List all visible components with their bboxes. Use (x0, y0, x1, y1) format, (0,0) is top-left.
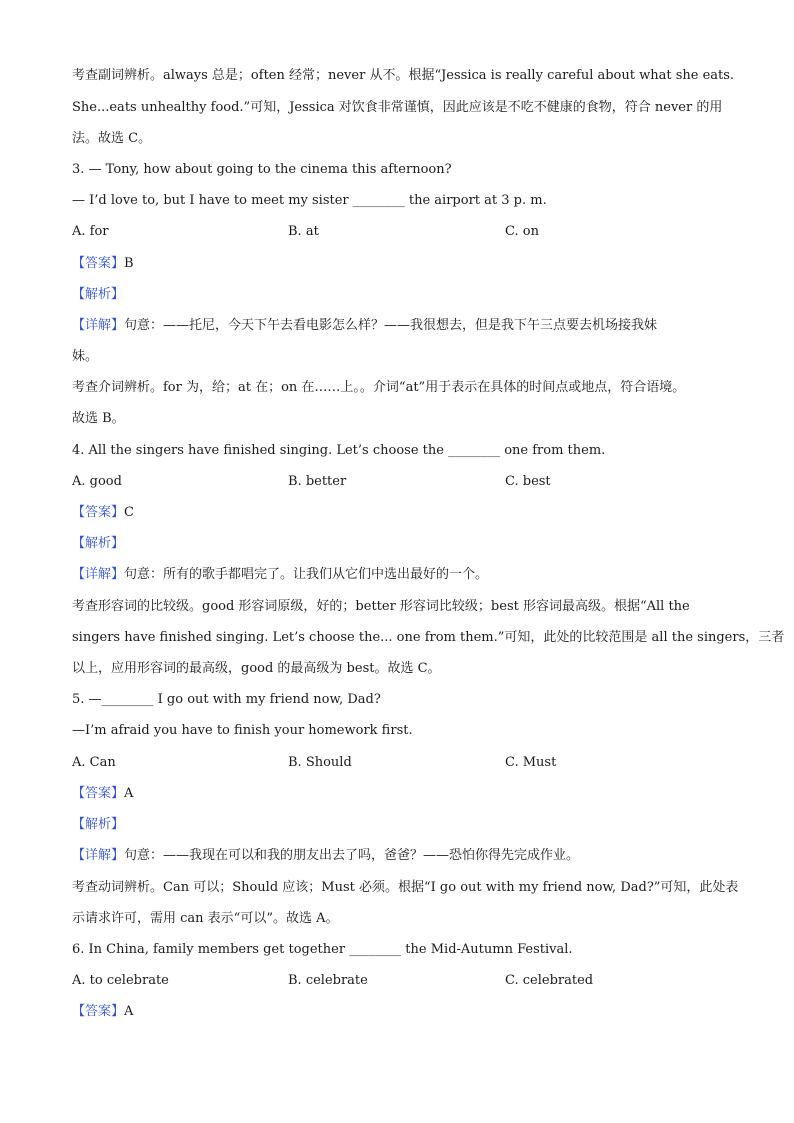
detail-line (72, 317, 657, 335)
question-4-stem: 4. All the singers have finished singing. Let’s choose the ________ one from them. (72, 443, 606, 458)
option-c: C. on (505, 224, 539, 239)
analysis-label: 【解析】 (72, 287, 125, 302)
explanation-line: 考查动词辨析。Can 可以；Should 应该；Must 必须。根据“I go out with my friend now, Dad?”可知，此处表 (72, 880, 739, 895)
answer-line (72, 785, 133, 803)
answer-value: A (124, 1004, 134, 1019)
answer-label: 【答案】 (72, 256, 125, 271)
answer-value: C (124, 505, 134, 520)
explanation-line: singers have finished singing. Let’s choose the... one from them.”可知，此处的比较范围是 all the singers，三者 (72, 630, 785, 645)
question-5-stem: 5. —________ I go out with my friend now, Dad? (72, 692, 381, 707)
detail-label: 【详解】 (72, 567, 125, 582)
detail-line (72, 847, 579, 865)
answer-value: B (124, 256, 134, 271)
option-b: B. at (288, 224, 319, 239)
detail-text: 句意：——我现在可以和我的朋友出去了吗，爸爸？——恐怕你得先完成作业。 (124, 848, 580, 863)
explanation-line: 故选 B。 (72, 411, 125, 426)
option-c: C. celebrated (505, 973, 594, 988)
option-a: A. Can (72, 755, 116, 770)
explanation-line: 法。故选 C。 (72, 131, 152, 146)
analysis-label: 【解析】 (72, 817, 125, 832)
detail-label: 【详解】 (72, 848, 125, 863)
option-a: A. for (72, 224, 109, 239)
detail-line: 妹。 (72, 349, 99, 364)
option-c: C. best (505, 474, 551, 489)
answer-label: 【答案】 (72, 1004, 125, 1019)
answer-line (72, 1003, 133, 1021)
option-a: A. to celebrate (72, 973, 169, 988)
explanation-line: She...eats unhealthy food.”可知，Jessica 对饮食非常谨慎，因此应该是不吃不健康的食物，符合 never 的用 (72, 100, 723, 115)
answer-label: 【答案】 (72, 786, 125, 801)
answer-label: 【答案】 (72, 505, 125, 520)
explanation-line: 考查形容词的比较级。good 形容词原级，好的；better 形容词比较级；best 形容词最高级。根据“All the (72, 599, 690, 614)
detail-text: 句意：——托尼，今天下午去看电影怎么样？——我很想去，但是我下午三点要去机场接我妹 (124, 318, 658, 333)
option-b: B. celebrate (288, 973, 368, 988)
explanation-line: 考查介词辨析。for 为，给；at 在；on 在……上。。介词“at”用于表示在具体的时间点或地点，符合语境。 (72, 380, 686, 395)
detail-line (72, 566, 488, 584)
question-6-stem: 6. In China, family members get together ________ the Mid-Autumn Festival. (72, 942, 573, 957)
answer-line (72, 504, 134, 522)
answer-line (72, 255, 134, 273)
option-b: B. better (288, 474, 347, 489)
option-b: B. Should (288, 755, 352, 770)
option-c: C. Must (505, 755, 557, 770)
analysis-label: 【解析】 (72, 536, 125, 551)
question-3-stem: 3. — Tony, how about going to the cinema this afternoon? (72, 162, 452, 177)
answer-value: A (124, 786, 134, 801)
detail-text: 句意：所有的歌手都唱完了。让我们从它们中选出最好的一个。 (124, 567, 489, 582)
option-a: A. good (72, 474, 122, 489)
explanation-line: 示请求许可，需用 can 表示“可以”。故选 A。 (72, 911, 339, 926)
explanation-line: 以上，应用形容词的最高级，good 的最高级为 best。故选 C。 (72, 661, 441, 676)
explanation-line: 考查副词辨析。always 总是；often 经常；never 从不。根据“Jessica is really careful about what she eats. (72, 68, 735, 83)
question-5-reply: —I’m afraid you have to finish your homework first. (72, 723, 413, 738)
question-3-reply: — I’d love to, but I have to meet my sister ________ the airport at 3 p. m. (72, 193, 547, 208)
detail-label: 【详解】 (72, 318, 125, 333)
